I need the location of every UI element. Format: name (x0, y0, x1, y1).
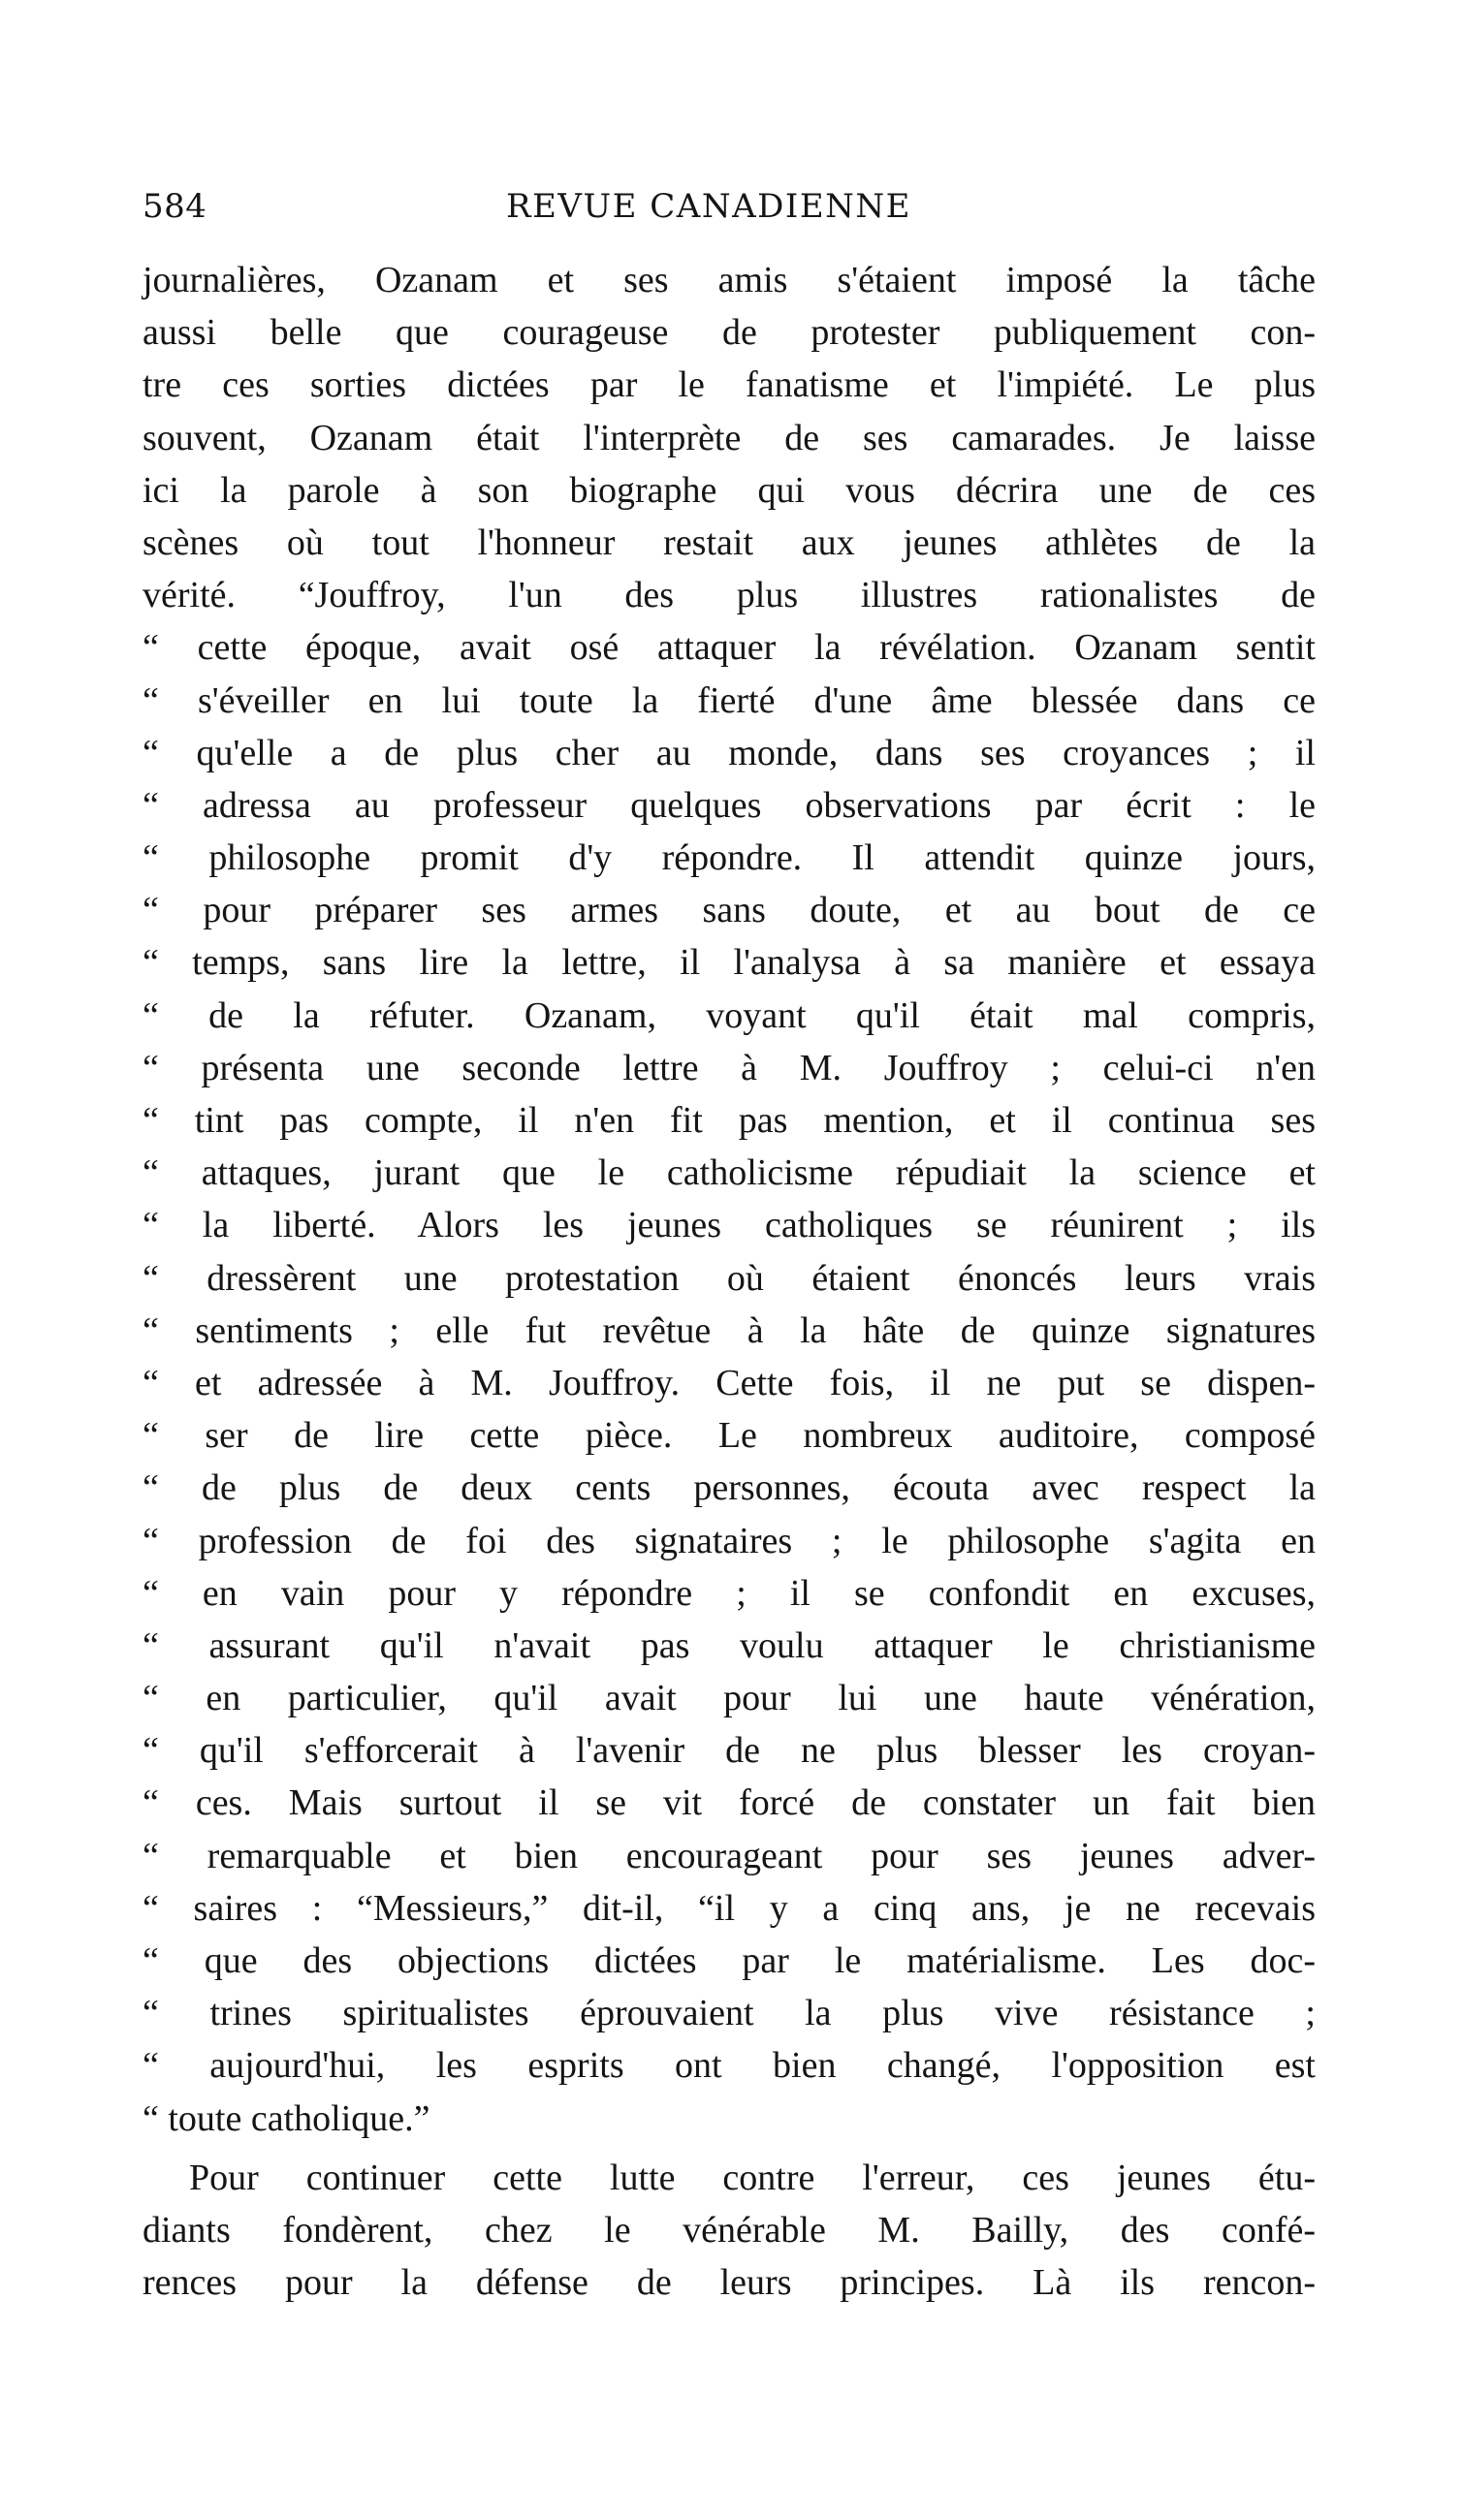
quoted-line: “ aujourd'hui, les esprits ont bien changé, l'opposition est (143, 2045, 1316, 2087)
quoted-line: “ et adressée à M. Jouffroy. Cette fois, il ne put se dispen- (143, 1362, 1316, 1403)
quoted-line: “ adressa au professeur quelques observations par écrit : le (143, 784, 1316, 826)
quoted-line: “ ser de lire cette pièce. Le nombreux auditoire, composé (143, 1415, 1316, 1457)
text-line: aussi belle que courageuse de protester publiquement con- (143, 312, 1316, 354)
text-line: souvent, Ozanam était l'interprète de ses camarades. Je laisse (143, 417, 1316, 458)
quoted-line: “ attaques, jurant que le catholicisme répudiait la science et (143, 1152, 1316, 1194)
quoted-line: “ présenta une seconde lettre à M. Jouffroy ; celui-ci n'en (143, 1047, 1316, 1088)
quoted-line: “ assurant qu'il n'avait pas voulu attaquer le christianisme (143, 1624, 1316, 1666)
quoted-line: “ temps, sans lire la lettre, il l'analysa à sa manière et essaya (143, 942, 1316, 984)
quoted-line: “ saires : “Messieurs,” dit-il, “il y a cinq ans, je ne recevais (143, 1887, 1316, 1929)
page-header (143, 177, 1316, 236)
quoted-line: “ pour préparer ses armes sans doute, et au bout de ce (143, 890, 1316, 931)
quoted-line: “ tint pas compte, il n'en fit pas mention, et il continua ses (143, 1100, 1316, 1141)
quoted-line: “ sentiments ; elle fut revêtue à la hâte de quinze signatures (143, 1309, 1316, 1351)
quoted-line: “ qu'elle a de plus cher au monde, dans ses croyances ; il (143, 732, 1316, 773)
text-line: ici la parole à son biographe qui vous décrira une de ces (143, 469, 1316, 511)
text-line: rences pour la défense de leurs principes. Là ils rencon- (143, 2262, 1316, 2304)
quoted-line: “ en particulier, qu'il avait pour lui une haute vénération, (143, 1678, 1316, 1719)
quoted-line: “ de la réfuter. Ozanam, voyant qu'il était mal compris, (143, 994, 1316, 1036)
quoted-line: “ cette époque, avait osé attaquer la révélation. Ozanam sentit (143, 627, 1316, 669)
running-head: REVUE CANADIENNE (506, 187, 911, 226)
text-line: diants fondèrent, chez le vénérable M. Bailly, des confé- (143, 2209, 1316, 2251)
text-line: tre ces sorties dictées par le fanatisme et l'impiété. Le plus (143, 364, 1316, 406)
text-line: vérité. “Jouffroy, l'un des plus illustres rationalistes de (143, 575, 1316, 616)
quoted-line: “ profession de foi des signataires ; le philosophe s'agita en (143, 1520, 1316, 1561)
quoted-line: “ que des objections dictées par le matérialisme. Les doc- (143, 1940, 1316, 1981)
quoted-line: “ philosophe promit d'y répondre. Il attendit quinze jours, (143, 837, 1316, 879)
quoted-line: “ ces. Mais surtout il se vit forcé de constater un fait bien (143, 1782, 1316, 1824)
quoted-line: “ remarquable et bien encourageant pour ses jeunes adver- (143, 1835, 1316, 1876)
text-line: Pour continuer cette lutte contre l'erreur, ces jeunes étu- (189, 2157, 1316, 2198)
quoted-line: “ s'éveiller en lui toute la fierté d'une âme blessée dans ce (143, 679, 1316, 721)
quoted-line: “ qu'il s'efforcerait à l'avenir de ne plus blesser les croyan- (143, 1730, 1316, 1772)
quoted-line: “ en vain pour y répondre ; il se confondit en excuses, (143, 1572, 1316, 1614)
quoted-line: “ trines spiritualistes éprouvaient la plus vive résistance ; (143, 1993, 1316, 2034)
page-number: 584 (143, 187, 207, 226)
text-body (143, 254, 1316, 2309)
paragraph-new (143, 2152, 1316, 2310)
paragraph-continued (143, 254, 1316, 2145)
quoted-line: “ dressèrent une protestation où étaient énoncés leurs vrais (143, 1257, 1316, 1299)
quoted-line: “ toute catholique.” (143, 2097, 430, 2139)
text-line: journalières, Ozanam et ses amis s'étaient imposé la tâche (143, 260, 1316, 300)
quoted-line: “ la liberté. Alors les jeunes catholiques se réunirent ; ils (143, 1205, 1316, 1246)
text-line: scènes où tout l'honneur restait aux jeunes athlètes de la (143, 521, 1316, 563)
quoted-line: “ de plus de deux cents personnes, écouta avec respect la (143, 1467, 1316, 1509)
